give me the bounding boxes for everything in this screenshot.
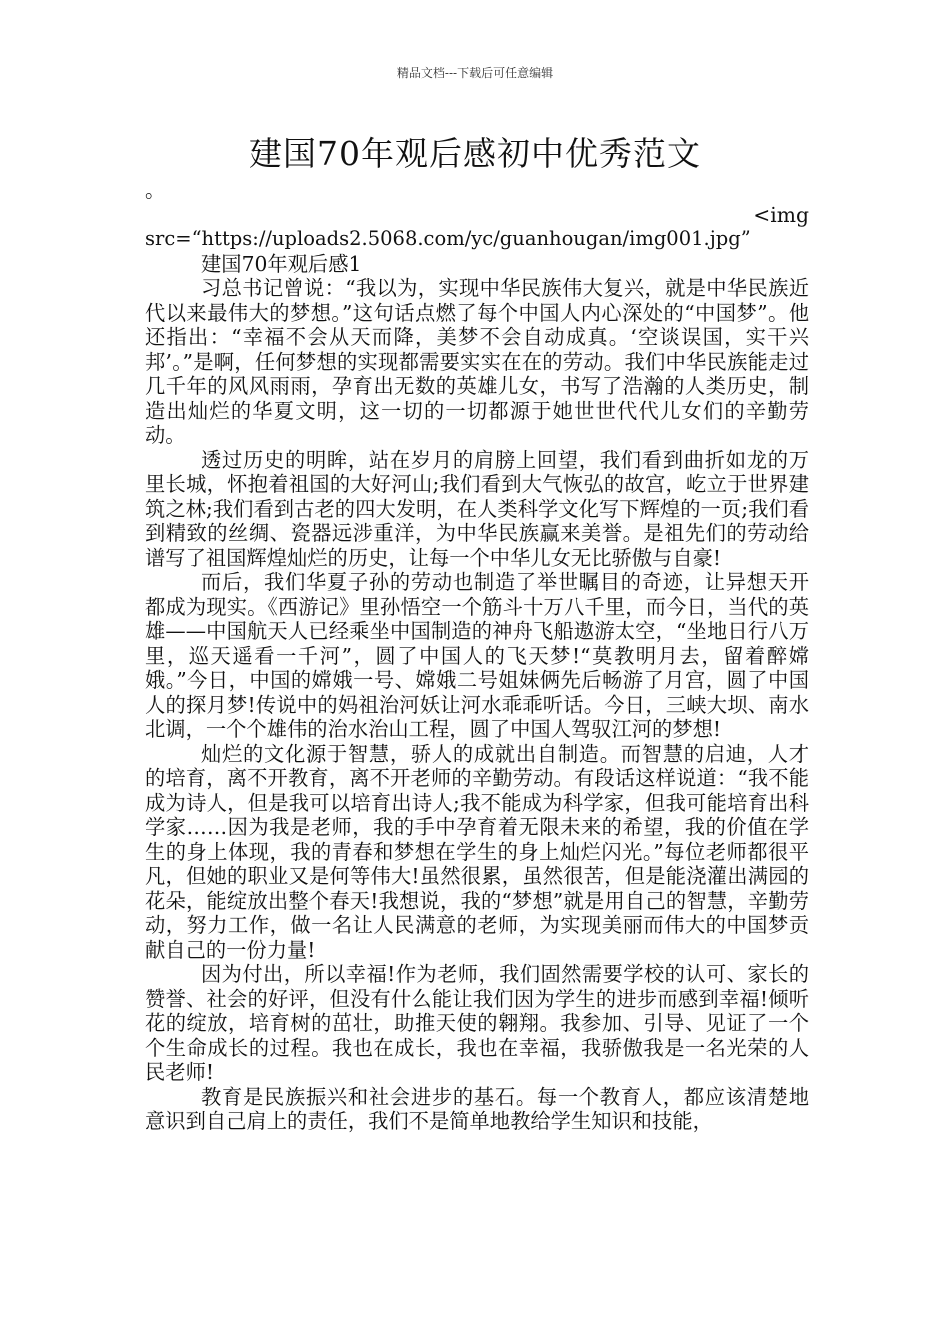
page-header: 精品文档---下载后可任意编辑 — [396, 66, 554, 80]
paragraph-6: 教育是民族振兴和社会进步的基石。每一个教育人，都应该清楚地意识到自己肩上的责任，我们不是简单地教给学生知识和技能， — [145, 1084, 809, 1133]
paragraph-2: 透过历史的明眸，站在岁月的肩膀上回望，我们看到曲折如龙的万里长城，怀抱着祖国的大好河山;我们看到大气恢弘的故宫，屹立于世界建筑之林;我们看到古老的四大发明，在人类科学文化写下辉煌的一页;我们看到精致的丝绸、瓷器远涉重洋，为中华民族赢来美誉。是祖先们的劳动给谱写了祖国辉煌灿烂的历史，让每一个中华儿女无比骄傲与自豪! — [145, 447, 809, 570]
paragraph-3: 而后，我们华夏子孙的劳动也制造了举世瞩目的奇迹，让异想天开都成为现实。《西游记》里孙悟空一个筋斗十万八千里，而今日，当代的英雄——中国航天人已经乘坐中国制造的神舟飞船遨游太空，“坐地日行八万里，巡天遥看一千河”，圆了中国人的飞天梦!“莫教明月去，留着醉嫦娥。”今日，中国的嫦娥一号、嫦娥二号姐妹俩先后畅游了月宫，圆了中国人的探月梦!传说中的妈祖治河妖让河水乖乖听话。今日，三峡大坝、南水北调，一个个雄伟的治水治山工程，圆了中国人驾驭江河的梦想! — [145, 570, 809, 741]
paragraph-4: 灿烂的文化源于智慧，骄人的成就出自制造。而智慧的启迪，人才的培育，离不开教育，离不开老师的辛勤劳动。有段话这样说道：“我不能成为诗人，但是我可以培育出诗人;我不能成为科学家，但我可能培育出科学家……因为我是老师，我的手中孕育着无限未来的希望，我的价值在学生的身上体现，我的青春和梦想在学生的身上灿烂闪光。”每位老师都很平凡，但她的职业又是何等伟大!虽然很累，虽然很苦，但是能浇灌出满园的花朵，能绽放出整个春天!我想说，我的“梦想”就是用自己的智慧，辛勤劳动，努力工作，做一名让人民满意的老师，为实现美丽而伟大的中国梦贡献自己的一份力量! — [145, 741, 809, 962]
document-title: 建国70年观后感初中优秀范文 — [249, 134, 701, 173]
document-body — [145, 178, 809, 1134]
paragraph-5: 因为付出，所以幸福!作为老师，我们固然需要学校的认可、家长的赞誉、社会的好评，但没有什么能让我们因为学生的进步而感到幸福!倾听花的绽放，培育树的茁壮，助推天使的翱翔。我参加、引导、见证了一个个生命成长的过程。我也在成长，我也在幸福，我骄傲我是一名光荣的人民老师! — [145, 962, 809, 1084]
stray-mark: 。 — [145, 178, 166, 202]
section-subtitle: 建国70年观后感1 — [201, 251, 362, 276]
paragraph-1: 习总书记曾说：“我以为，实现中华民族伟大复兴，就是中华民族近代以来最伟大的梦想。”这句话点燃了每个中国人内心深处的“中国梦”。他还指出：“幸福不会从天而降，美梦不会自动成真。‘空谈误国，实干兴邦’。”是啊，任何梦想的实现都需要实实在在的劳动。我们中华民族能走过几千年的风风雨雨，孕育出无数的英雄儿女，书写了浩瀚的人类历史，制造出灿烂的华夏文明，这一切的一切都源于她世世代代儿女们的辛勤劳动。 — [145, 276, 809, 447]
image-tag-line-1: <img — [753, 202, 809, 227]
image-tag-line-2: src=“https://uploads2.5068.com/yc/guanhougan/img001.jpg” — [145, 227, 751, 250]
